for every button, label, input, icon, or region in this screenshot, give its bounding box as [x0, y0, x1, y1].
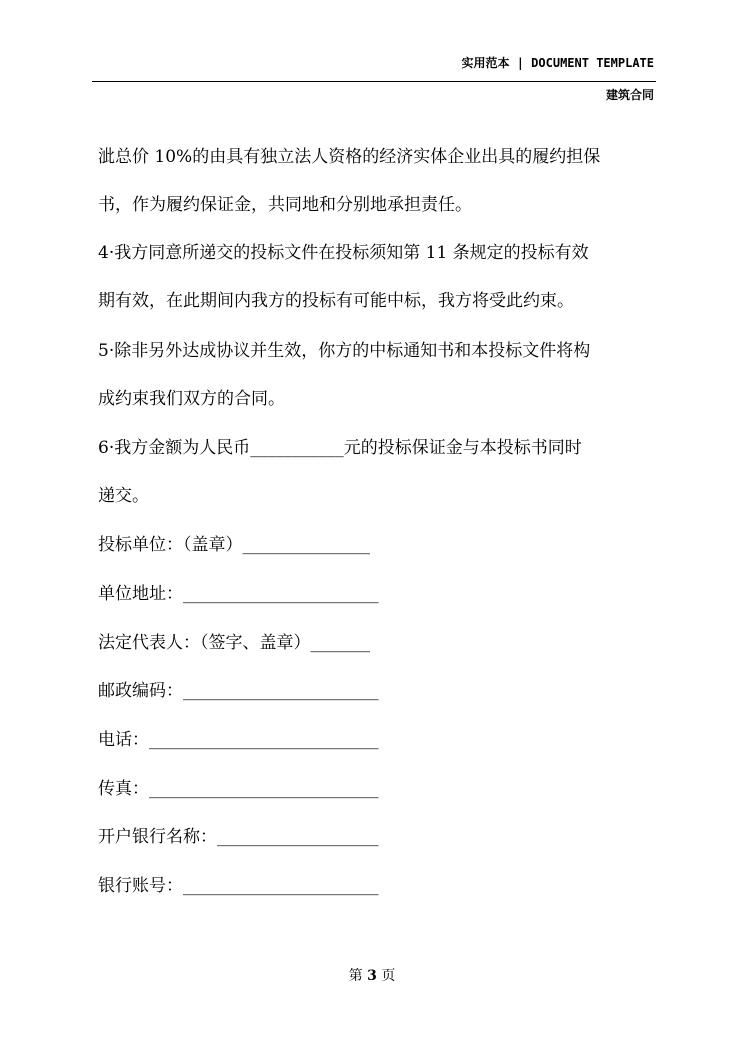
- body-line: 成约束我们双方的合同。: [98, 389, 285, 409]
- form-field-postcode: 邮政编码：_______________________: [98, 681, 379, 701]
- form-field-address: 单位地址：_______________________: [98, 584, 379, 604]
- form-field-legal-rep: 法定代表人：（签字、盖章）_______: [98, 633, 370, 653]
- page-prefix: 第: [348, 968, 363, 984]
- header-subtitle: 建筑合同: [605, 88, 654, 102]
- header-title: 实用范本 | DOCUMENT TEMPLATE: [461, 56, 654, 70]
- body-line: 递交。: [98, 486, 149, 506]
- body-line: 期有效，在此期间内我方的投标有可能中标，我方将受此约束。: [98, 291, 574, 311]
- form-field-phone: 电话：___________________________: [98, 730, 379, 750]
- form-field-bidder: 投标单位：（盖章）_______________: [98, 535, 370, 555]
- form-field-bank-account: 银行账号：_______________________: [98, 876, 379, 896]
- form-field-bank-name: 开户银行名称：___________________: [98, 827, 379, 847]
- page-footer: [0, 965, 744, 985]
- body-line: 书，作为履约保证金，共同地和分别地承担责任。: [98, 195, 472, 215]
- page-number: 3: [367, 968, 377, 984]
- body-line: 4·我方同意所递交的投标文件在投标须知第 11 条规定的投标有效: [98, 243, 589, 263]
- body-line: 6·我方金额为人民币___________元的投标保证金与本投标书同时: [98, 438, 582, 458]
- form-field-fax: 传真：___________________________: [98, 779, 379, 799]
- body-line: 5·除非另外达成协议并生效，你方的中标通知书和本投标文件将构: [98, 341, 591, 361]
- page-suffix: 页: [381, 968, 396, 984]
- header-divider: [92, 81, 656, 82]
- body-line: 泚总价 10%的由具有独立法人资格的经济实体企业出具的履约担保: [98, 147, 601, 167]
